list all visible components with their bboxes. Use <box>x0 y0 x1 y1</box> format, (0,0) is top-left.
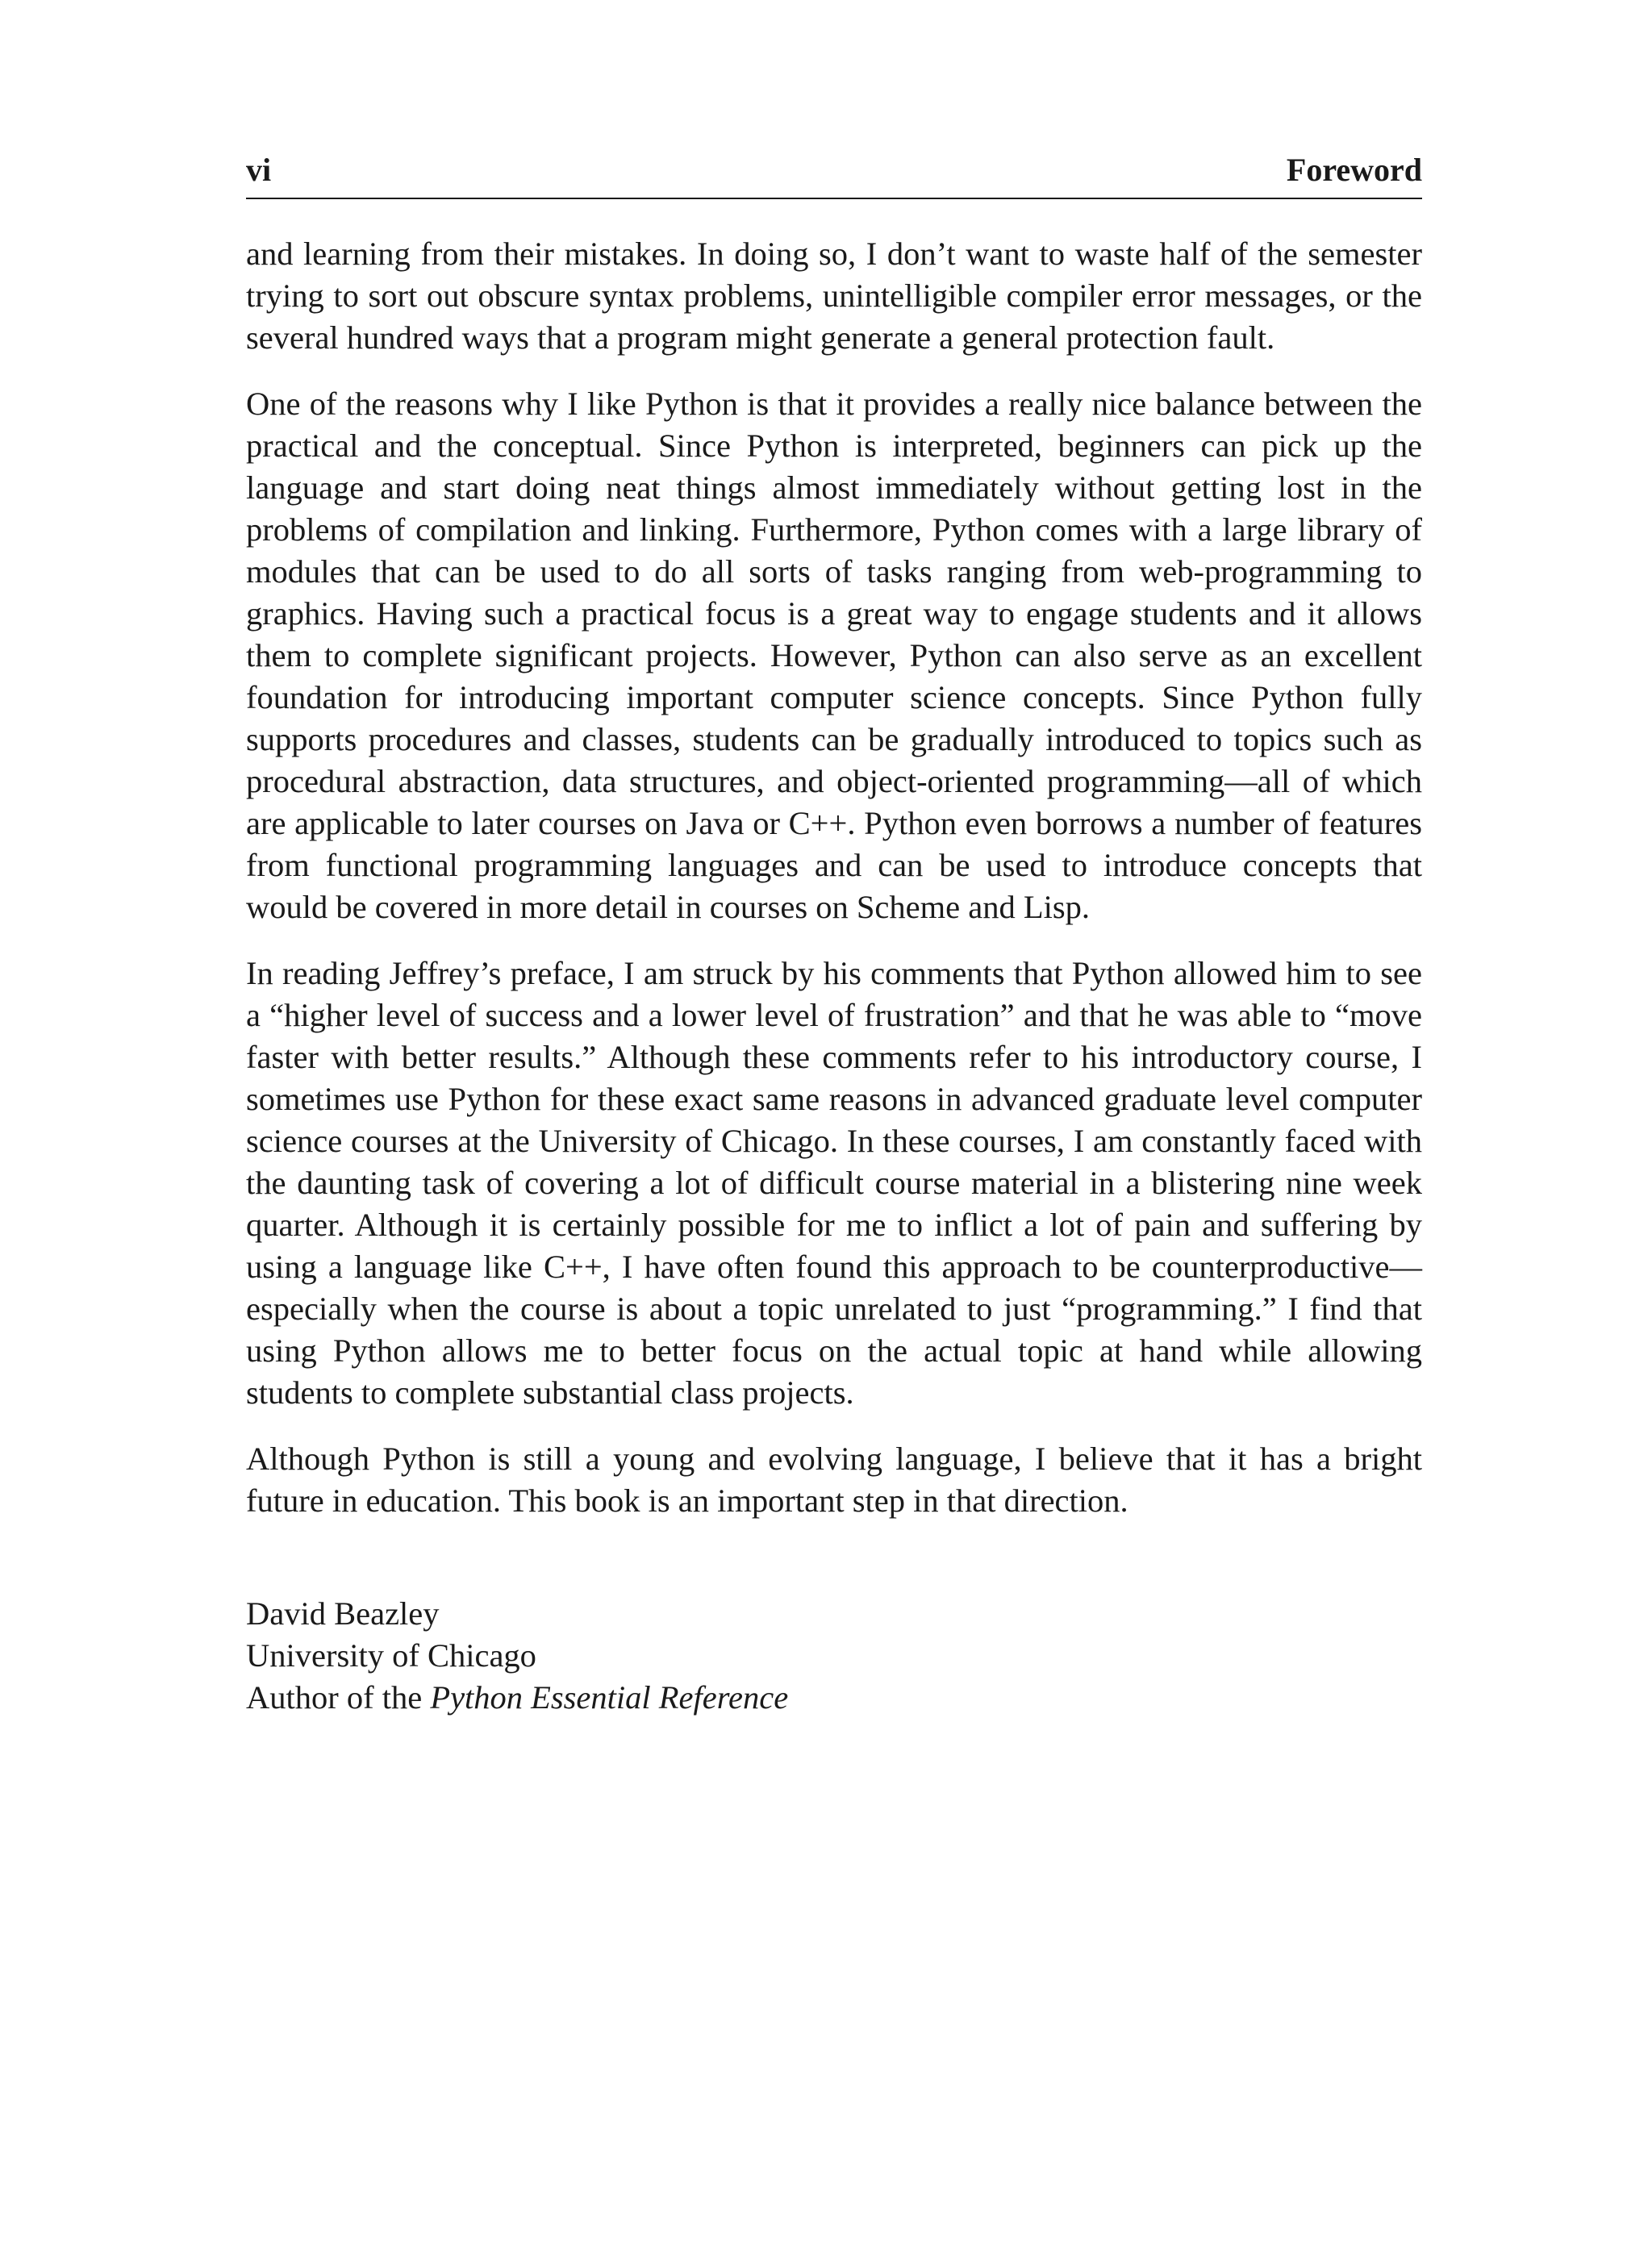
author-role <box>246 1677 1422 1719</box>
paragraph-4: Although Python is still a young and evolving language, I believe that it has a bright future in education. This book is an important step in that direction. <box>246 1441 1422 1519</box>
book-page <box>246 149 1422 1719</box>
signature-block <box>246 1593 1422 1719</box>
paragraph-3: In reading Jeffrey’s preface, I am struck by his comments that Python allowed him to see a “higher level of success and a lower level of frustration” and that he was able to “move faster with better results.” Although these comments refer to his introductory course, I sometimes use Python for these exact same reasons in advanced graduate level computer science courses at the University of Chicago. In these courses, I am constantly faced with the daunting task of covering a lot of difficult course material in a blistering nine week quarter. Although it is certainly possible for me to inflict a lot of pain and suffering by using a language like C++, I have often found this approach to be counterproductive— especially when the course is about a topic unrelated to just “programming.” I find that using Python allows me to better focus on the actual topic at hand while allowing students to complete substantial class projects. <box>246 955 1422 1411</box>
page-number: vi <box>246 152 272 188</box>
running-head <box>246 149 1422 199</box>
section-title: Foreword <box>1286 152 1422 188</box>
foreword-body <box>246 233 1422 1522</box>
author-name: David Beazley <box>246 1595 440 1632</box>
book-title: Python Essential Reference <box>430 1679 789 1716</box>
paragraph-1: and learning from their mistakes. In doing so, I don’t want to waste half of the semester trying to sort out obscure syntax problems, unintelligible compiler error messages, or the several hundred ways that a program might generate a general protection fault. <box>246 236 1422 356</box>
author-role-prefix: Author of the <box>246 1679 431 1716</box>
paragraph-2: One of the reasons why I like Python is that it provides a really nice balance between the practical and the conceptual. Since Python is interpreted, beginners can pick up the language and start doing neat things almost immediately without getting lost in the problems of compilation and linking. Furthermore, Python comes with a large library of modules that can be used to do all sorts of tasks ranging from web-programming to graphics. Having such a practical focus is a great way to engage students and it allows them to complete significant projects. However, Python can also serve as an excellent foundation for introducing important computer science concepts. Since Python fully supports procedures and classes, students can be gradually introduced to topics such as procedural abstraction, data structures, and object-oriented programming—all of which are applicable to later courses on Java or C++. Python even borrows a number of features from functional programming languages and can be used to introduce concepts that would be covered in more detail in courses on Scheme and Lisp. <box>246 386 1422 925</box>
author-affiliation: University of Chicago <box>246 1637 536 1674</box>
